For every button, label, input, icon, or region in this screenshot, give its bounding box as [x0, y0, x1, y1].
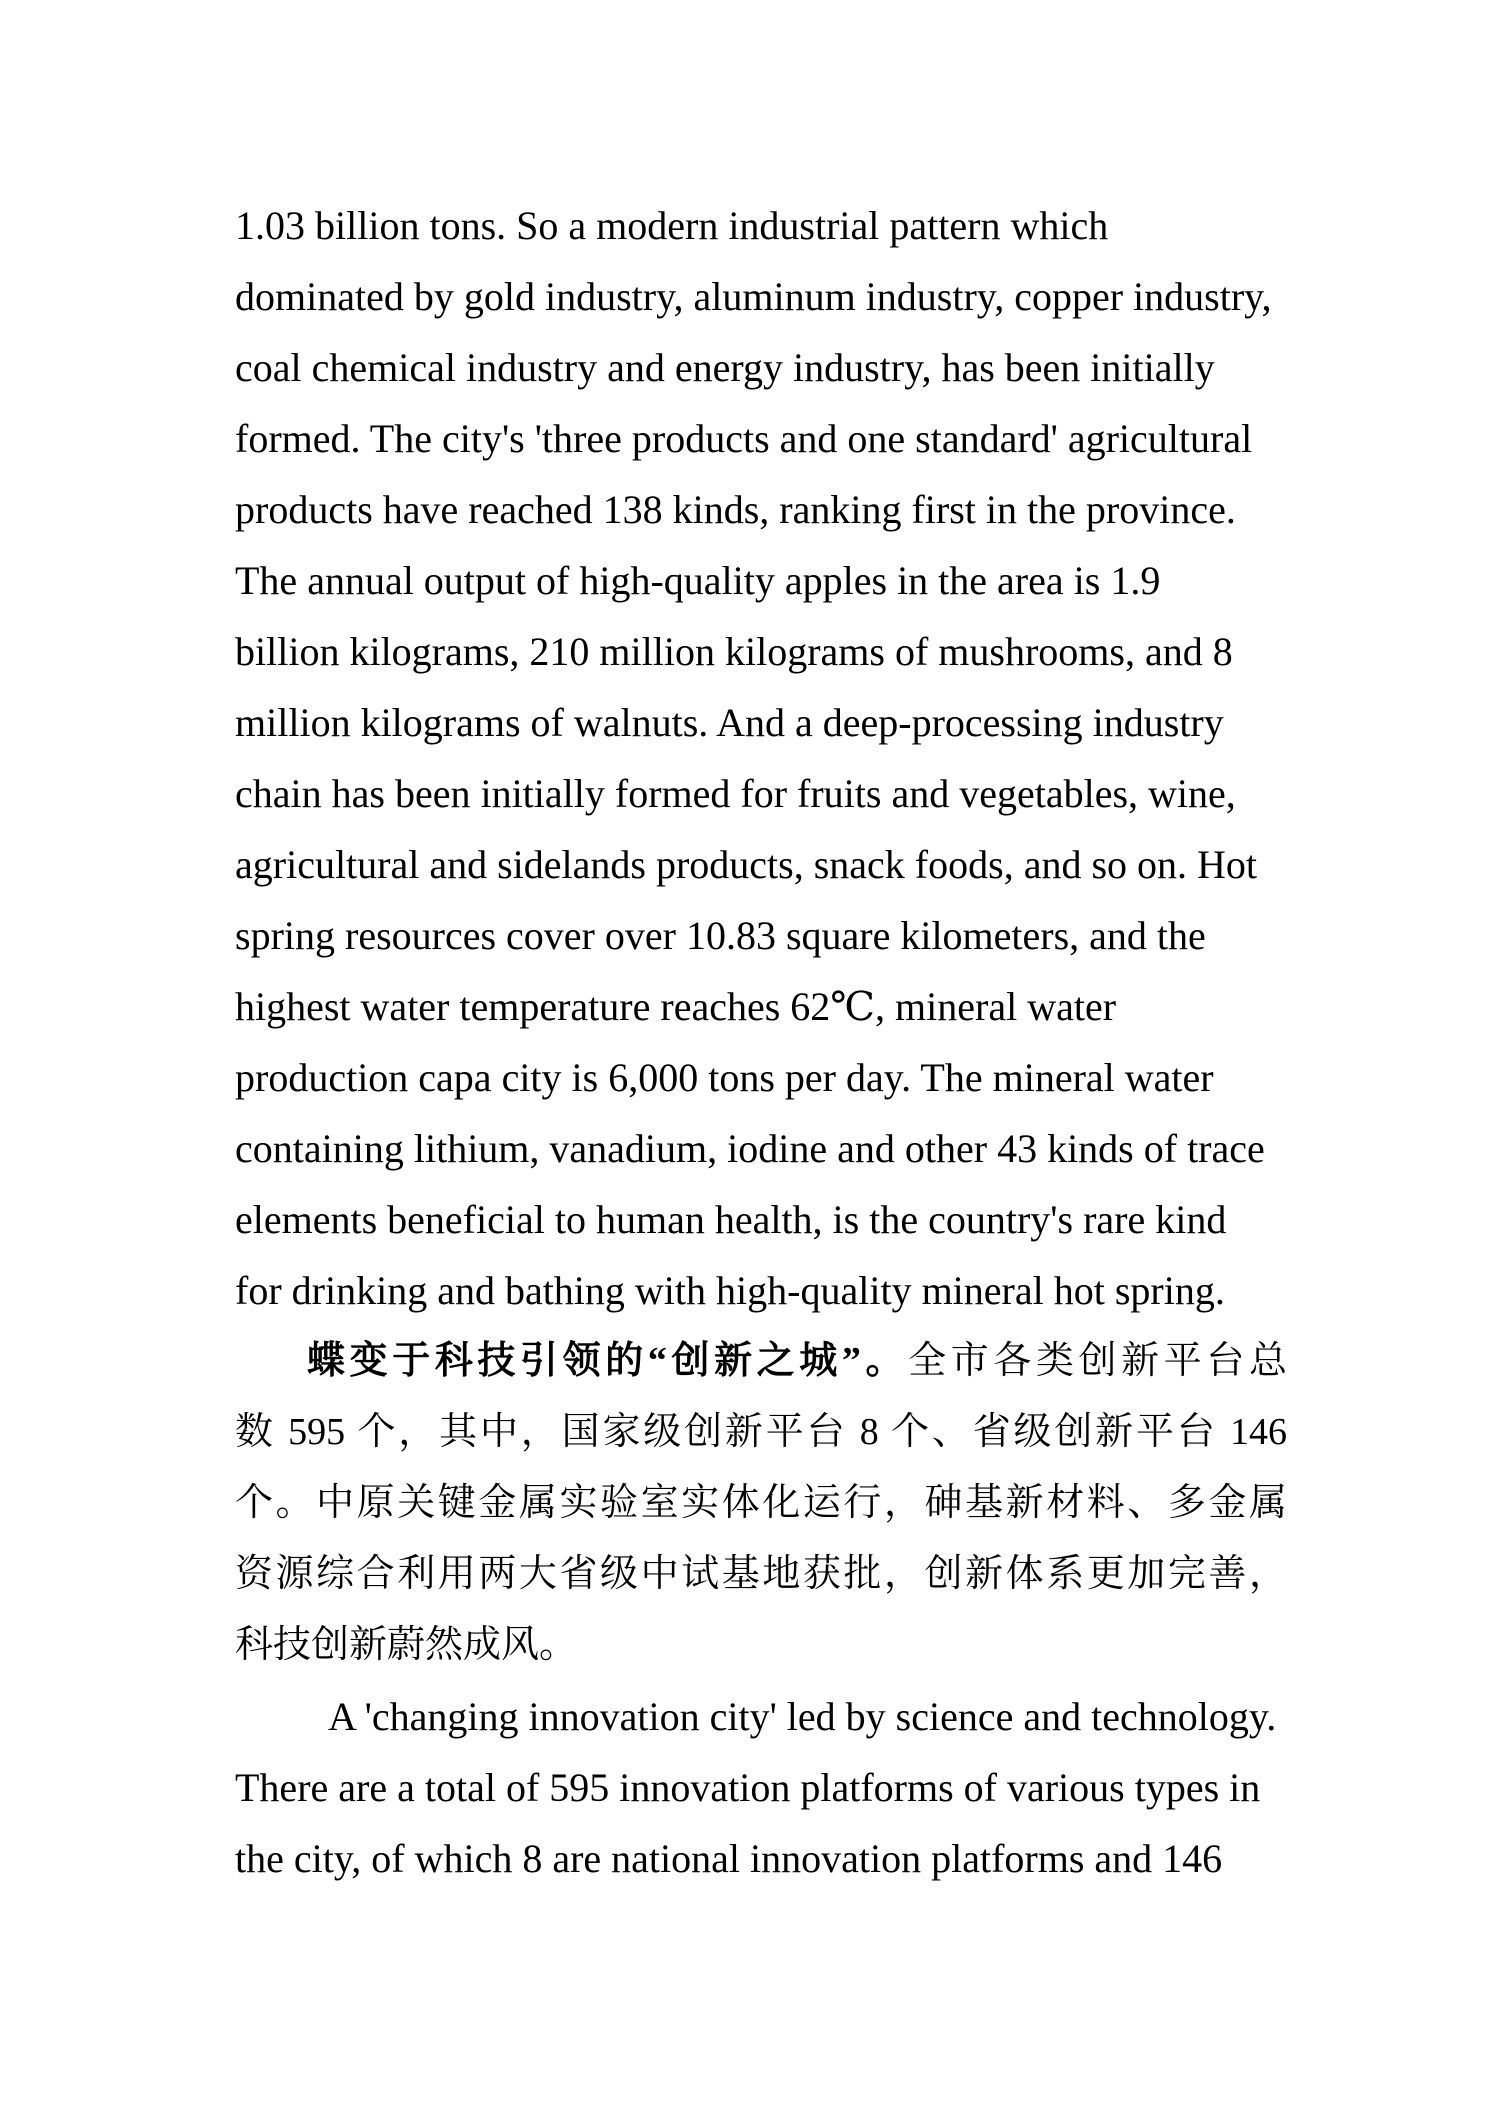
text-line: There are a total of 595 innovation platforms of various types in: [235, 1765, 1261, 1810]
chinese-bold-heading: 蝶变于科技引领的“创新之城”。: [307, 1340, 909, 1382]
text-line: The annual output of high-quality apples in the area is 1.9: [235, 558, 1161, 603]
text-line: 数 595 个，其中，国家级创新平台 8 个、省级创新平台 146: [235, 1411, 1287, 1453]
text-line: 1.03 billion tons. So a modern industrial pattern which: [235, 203, 1109, 248]
text-line: products have reached 138 kinds, ranking first in the province.: [235, 487, 1236, 532]
text-line: production capa city is 6,000 tons per day. The mineral water: [235, 1055, 1214, 1100]
text-line: elements beneficial to human health, is the country's rare kind: [235, 1197, 1227, 1242]
text-line: [235, 1326, 1287, 1397]
text-line: 科技创新蔚然成风。: [235, 1624, 578, 1666]
text-line: 资源综合利用两大省级中试基地获批，创新体系更加完善，: [235, 1553, 1287, 1595]
text-line: billion kilograms, 210 million kilograms of mushrooms, and 8: [235, 629, 1233, 674]
text-line: A 'changing innovation city' led by science and technology.: [328, 1694, 1277, 1739]
text-line: the city, of which 8 are national innovation platforms and 146: [235, 1836, 1223, 1881]
text-line: chain has been initially formed for fruits and vegetables, wine,: [235, 771, 1236, 816]
text-line: for drinking and bathing with high-quality mineral hot spring.: [235, 1268, 1225, 1313]
paragraph-english-2: [235, 1681, 1287, 1894]
chinese-regular-text: 全市各类创新平台总: [908, 1340, 1287, 1382]
paragraph-chinese: [235, 1326, 1287, 1681]
text-line: containing lithium, vanadium, iodine and other 43 kinds of trace: [235, 1126, 1265, 1171]
paragraph-english-1: [235, 190, 1287, 1326]
text-line: million kilograms of walnuts. And a deep-processing industry: [235, 700, 1224, 745]
text-line: formed. The city's 'three products and one standard' agricultural: [235, 416, 1253, 461]
text-line: agricultural and sidelands products, snack foods, and so on. Hot: [235, 842, 1258, 887]
text-line: spring resources cover over 10.83 square kilometers, and the: [235, 913, 1206, 958]
text-line: 个。中原关键金属实验室实体化运行，砷基新材料、多金属: [235, 1482, 1287, 1524]
text-line: coal chemical industry and energy industry, has been initially: [235, 345, 1215, 390]
text-line: highest water temperature reaches 62℃, mineral water: [235, 984, 1117, 1029]
text-line: dominated by gold industry, aluminum industry, copper industry,: [235, 274, 1272, 319]
